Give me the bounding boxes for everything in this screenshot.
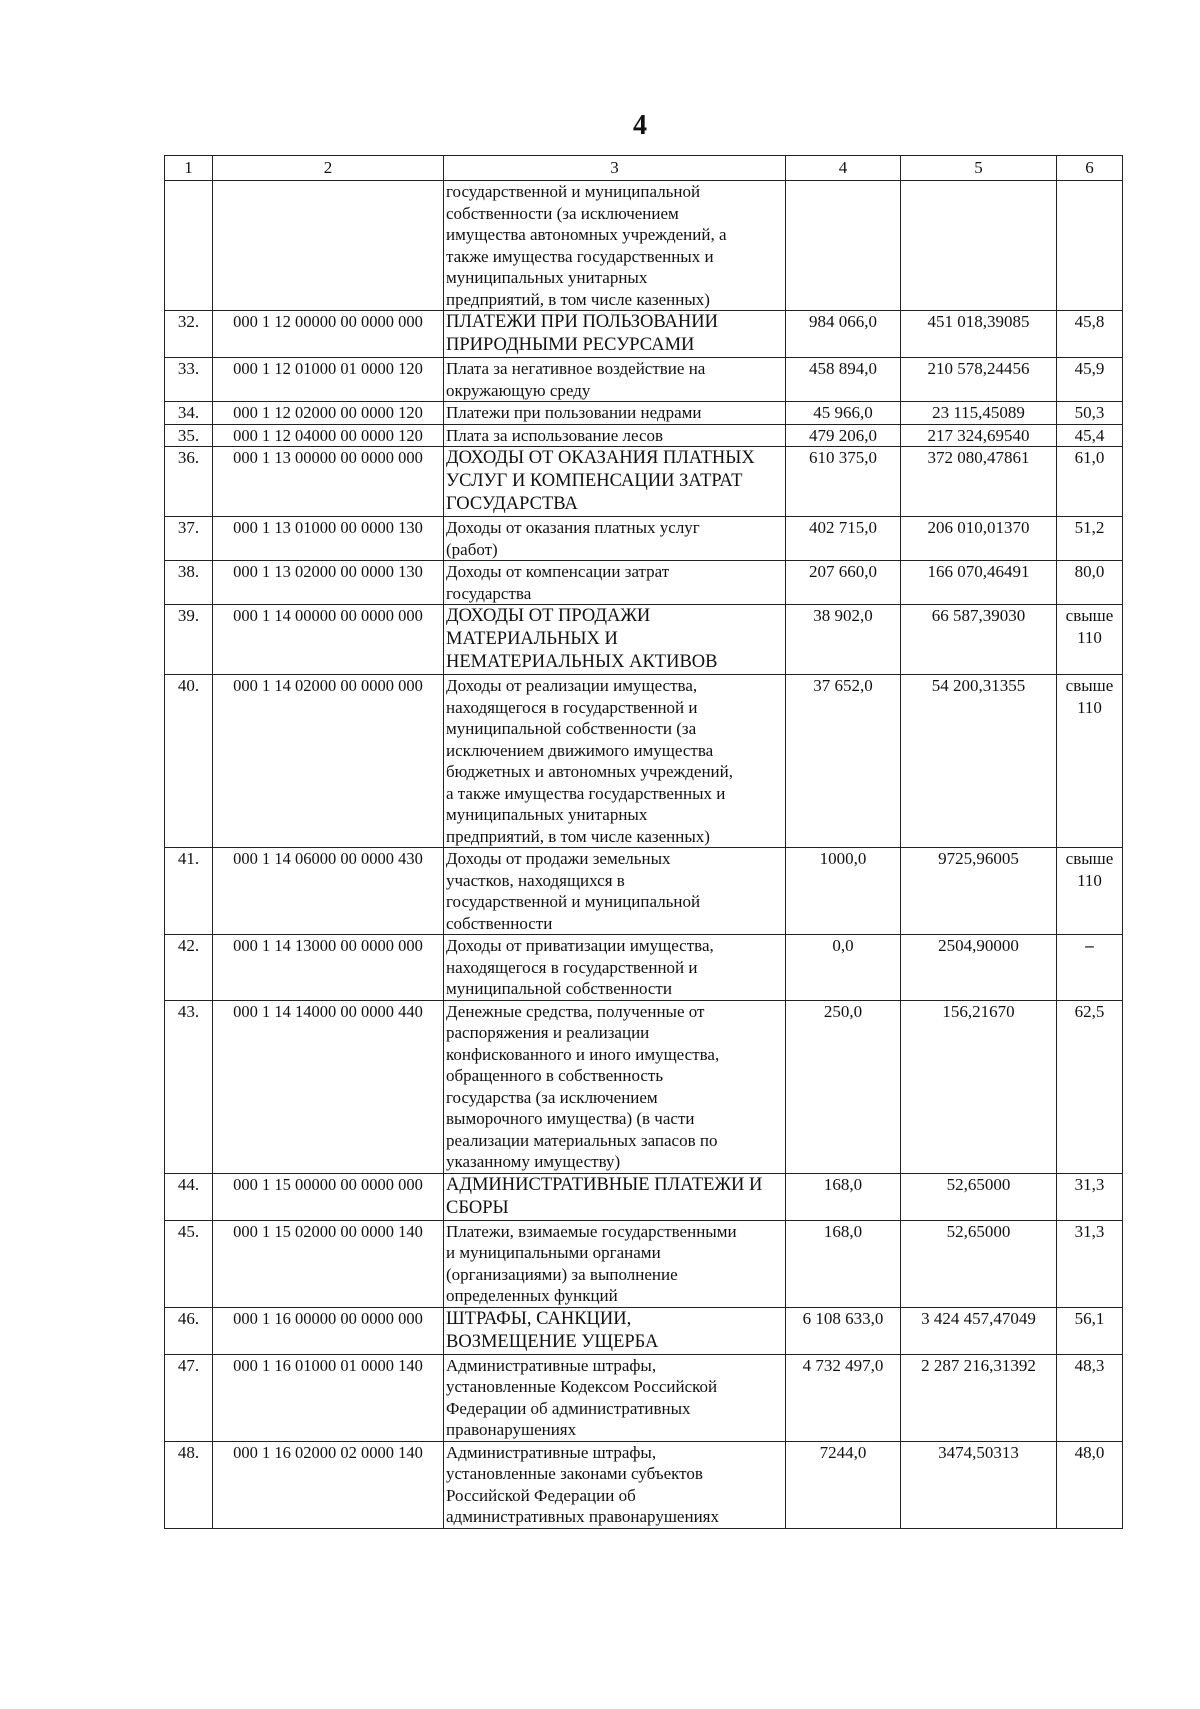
- column-header-4: 4: [786, 156, 901, 181]
- revenue-name-cell: Платежи при пользовании недрами: [444, 402, 786, 425]
- execution-percent-cell: 31,3: [1057, 1173, 1123, 1220]
- revenue-name-cell: ШТРАФЫ, САНКЦИИ, ВОЗМЕЩЕНИЕ УЩЕРБА: [444, 1307, 786, 1354]
- row-number-cell: 44.: [165, 1173, 213, 1220]
- execution-percent-cell: свыше 110: [1057, 848, 1123, 935]
- planned-amount-cell: 168,0: [786, 1173, 901, 1220]
- planned-amount-cell: 610 375,0: [786, 447, 901, 517]
- column-number-header-row: [165, 156, 1123, 181]
- planned-amount-cell: 207 660,0: [786, 561, 901, 605]
- planned-amount-cell: 4 732 497,0: [786, 1354, 901, 1441]
- budget-code-cell: 000 1 13 02000 00 0000 130: [213, 561, 444, 605]
- revenue-name-cell: Плата за использование лесов: [444, 424, 786, 447]
- execution-percent-cell: 61,0: [1057, 447, 1123, 517]
- execution-percent-cell: 45,4: [1057, 424, 1123, 447]
- revenue-name-cell: Денежные средства, полученные от распоряжения и реализации конфискованного и иного имущества, обращенного в собственность государства (за исключением выморочного имущества) (в части реализации материальных запасов по указанному имуществу): [444, 1000, 786, 1173]
- column-header-3: 3: [444, 156, 786, 181]
- table-row: [165, 935, 1123, 1001]
- execution-percent-cell: 50,3: [1057, 402, 1123, 425]
- budget-code-cell: 000 1 14 13000 00 0000 000: [213, 935, 444, 1001]
- budget-code-cell: 000 1 13 00000 00 0000 000: [213, 447, 444, 517]
- budget-code-cell: 000 1 12 00000 00 0000 000: [213, 311, 444, 358]
- revenue-name-cell: Доходы от продажи земельных участков, находящихся в государственной и муниципальной собственности: [444, 848, 786, 935]
- execution-percent-cell: 45,8: [1057, 311, 1123, 358]
- row-number-cell: 40.: [165, 675, 213, 848]
- table-row: [165, 517, 1123, 561]
- actual-amount-cell: 217 324,69540: [901, 424, 1057, 447]
- revenue-name-cell: Административные штрафы, установленные законами субъектов Российской Федерации об административных правонарушениях: [444, 1441, 786, 1528]
- table-row: [165, 181, 1123, 311]
- planned-amount-cell: 479 206,0: [786, 424, 901, 447]
- actual-amount-cell: 2 287 216,31392: [901, 1354, 1057, 1441]
- actual-amount-cell: 66 587,39030: [901, 605, 1057, 675]
- table-row: [165, 1354, 1123, 1441]
- execution-percent-cell: –: [1057, 935, 1123, 1001]
- row-number-cell: 39.: [165, 605, 213, 675]
- revenue-name-cell: Доходы от компенсации затрат государства: [444, 561, 786, 605]
- row-number-cell: 37.: [165, 517, 213, 561]
- column-header-6: 6: [1057, 156, 1123, 181]
- budget-code-cell: 000 1 14 14000 00 0000 440: [213, 1000, 444, 1173]
- table-row: [165, 402, 1123, 425]
- actual-amount-cell: 166 070,46491: [901, 561, 1057, 605]
- budget-code-cell: 000 1 16 02000 02 0000 140: [213, 1441, 444, 1528]
- budget-code-cell: 000 1 12 01000 01 0000 120: [213, 358, 444, 402]
- revenue-table: [164, 155, 1123, 1529]
- execution-percent-cell: 31,3: [1057, 1220, 1123, 1307]
- row-number-cell: 47.: [165, 1354, 213, 1441]
- row-number-cell: 35.: [165, 424, 213, 447]
- actual-amount-cell: 206 010,01370: [901, 517, 1057, 561]
- planned-amount-cell: 402 715,0: [786, 517, 901, 561]
- table-row: [165, 1173, 1123, 1220]
- row-number-cell: 41.: [165, 848, 213, 935]
- actual-amount-cell: 2504,90000: [901, 935, 1057, 1001]
- planned-amount-cell: 45 966,0: [786, 402, 901, 425]
- budget-code-cell: 000 1 14 06000 00 0000 430: [213, 848, 444, 935]
- row-number-cell: 48.: [165, 1441, 213, 1528]
- planned-amount-cell: 168,0: [786, 1220, 901, 1307]
- execution-percent-cell: свыше 110: [1057, 605, 1123, 675]
- table-body: [165, 181, 1123, 1529]
- column-header-5: 5: [901, 156, 1057, 181]
- revenue-table-container: [164, 155, 1122, 1529]
- revenue-name-cell: Доходы от приватизации имущества, находящегося в государственной и муниципальной собственности: [444, 935, 786, 1001]
- execution-percent-cell: 56,1: [1057, 1307, 1123, 1354]
- row-number-cell: 46.: [165, 1307, 213, 1354]
- row-number-cell: 33.: [165, 358, 213, 402]
- execution-percent-cell: 51,2: [1057, 517, 1123, 561]
- table-row: [165, 358, 1123, 402]
- actual-amount-cell: 9725,96005: [901, 848, 1057, 935]
- row-number-cell: 42.: [165, 935, 213, 1001]
- planned-amount-cell: [786, 181, 901, 311]
- column-header-1: 1: [165, 156, 213, 181]
- budget-code-cell: [213, 181, 444, 311]
- budget-code-cell: 000 1 16 01000 01 0000 140: [213, 1354, 444, 1441]
- planned-amount-cell: 7244,0: [786, 1441, 901, 1528]
- row-number-cell: [165, 181, 213, 311]
- table-row: [165, 424, 1123, 447]
- execution-percent-cell: [1057, 181, 1123, 311]
- actual-amount-cell: 23 115,45089: [901, 402, 1057, 425]
- actual-amount-cell: 156,21670: [901, 1000, 1057, 1173]
- revenue-name-cell: Платежи, взимаемые государственными и муниципальными органами (организациями) за выполнение определенных функций: [444, 1220, 786, 1307]
- row-number-cell: 34.: [165, 402, 213, 425]
- row-number-cell: 45.: [165, 1220, 213, 1307]
- planned-amount-cell: 37 652,0: [786, 675, 901, 848]
- page-number: 4: [633, 110, 647, 141]
- table-row: [165, 561, 1123, 605]
- table-row: [165, 675, 1123, 848]
- planned-amount-cell: 984 066,0: [786, 311, 901, 358]
- actual-amount-cell: [901, 181, 1057, 311]
- revenue-name-cell: ДОХОДЫ ОТ ОКАЗАНИЯ ПЛАТНЫХ УСЛУГ И КОМПЕНСАЦИИ ЗАТРАТ ГОСУДАРСТВА: [444, 447, 786, 517]
- revenue-name-cell: Доходы от реализации имущества, находящегося в государственной и муниципальной собственности (за исключением движимого имущества бюджетных и автономных учреждений, а также имущества государственных и муниципальных унитарных предприятий, в том числе казенных): [444, 675, 786, 848]
- table-row: [165, 1307, 1123, 1354]
- revenue-name-cell: государственной и муниципальной собственности (за исключением имущества автономных учреждений, а также имущества государственных и муниципальных унитарных предприятий, в том числе казенных): [444, 181, 786, 311]
- actual-amount-cell: 372 080,47861: [901, 447, 1057, 517]
- table-row: [165, 1441, 1123, 1528]
- budget-code-cell: 000 1 14 02000 00 0000 000: [213, 675, 444, 848]
- planned-amount-cell: 458 894,0: [786, 358, 901, 402]
- budget-code-cell: 000 1 12 02000 00 0000 120: [213, 402, 444, 425]
- revenue-name-cell: Плата за негативное воздействие на окружающую среду: [444, 358, 786, 402]
- execution-percent-cell: 80,0: [1057, 561, 1123, 605]
- budget-code-cell: 000 1 13 01000 00 0000 130: [213, 517, 444, 561]
- execution-percent-cell: свыше 110: [1057, 675, 1123, 848]
- table-row: [165, 1000, 1123, 1173]
- budget-code-cell: 000 1 15 00000 00 0000 000: [213, 1173, 444, 1220]
- table-row: [165, 848, 1123, 935]
- revenue-name-cell: Административные штрафы, установленные Кодексом Российской Федерации об административных правонарушениях: [444, 1354, 786, 1441]
- planned-amount-cell: 0,0: [786, 935, 901, 1001]
- execution-percent-cell: 48,3: [1057, 1354, 1123, 1441]
- actual-amount-cell: 52,65000: [901, 1220, 1057, 1307]
- planned-amount-cell: 1000,0: [786, 848, 901, 935]
- revenue-name-cell: ПЛАТЕЖИ ПРИ ПОЛЬЗОВАНИИ ПРИРОДНЫМИ РЕСУРСАМИ: [444, 311, 786, 358]
- table-row: [165, 311, 1123, 358]
- planned-amount-cell: 6 108 633,0: [786, 1307, 901, 1354]
- planned-amount-cell: 250,0: [786, 1000, 901, 1173]
- budget-code-cell: 000 1 12 04000 00 0000 120: [213, 424, 444, 447]
- budget-code-cell: 000 1 16 00000 00 0000 000: [213, 1307, 444, 1354]
- budget-code-cell: 000 1 14 00000 00 0000 000: [213, 605, 444, 675]
- row-number-cell: 36.: [165, 447, 213, 517]
- revenue-name-cell: Доходы от оказания платных услуг (работ): [444, 517, 786, 561]
- row-number-cell: 43.: [165, 1000, 213, 1173]
- row-number-cell: 32.: [165, 311, 213, 358]
- budget-code-cell: 000 1 15 02000 00 0000 140: [213, 1220, 444, 1307]
- actual-amount-cell: 3474,50313: [901, 1441, 1057, 1528]
- actual-amount-cell: 451 018,39085: [901, 311, 1057, 358]
- actual-amount-cell: 3 424 457,47049: [901, 1307, 1057, 1354]
- actual-amount-cell: 210 578,24456: [901, 358, 1057, 402]
- column-header-2: 2: [213, 156, 444, 181]
- revenue-name-cell: АДМИНИСТРАТИВНЫЕ ПЛАТЕЖИ И СБОРЫ: [444, 1173, 786, 1220]
- row-number-cell: 38.: [165, 561, 213, 605]
- execution-percent-cell: 62,5: [1057, 1000, 1123, 1173]
- execution-percent-cell: 45,9: [1057, 358, 1123, 402]
- table-row: [165, 605, 1123, 675]
- actual-amount-cell: 54 200,31355: [901, 675, 1057, 848]
- actual-amount-cell: 52,65000: [901, 1173, 1057, 1220]
- execution-percent-cell: 48,0: [1057, 1441, 1123, 1528]
- revenue-name-cell: ДОХОДЫ ОТ ПРОДАЖИ МАТЕРИАЛЬНЫХ И НЕМАТЕРИАЛЬНЫХ АКТИВОВ: [444, 605, 786, 675]
- planned-amount-cell: 38 902,0: [786, 605, 901, 675]
- table-row: [165, 1220, 1123, 1307]
- table-row: [165, 447, 1123, 517]
